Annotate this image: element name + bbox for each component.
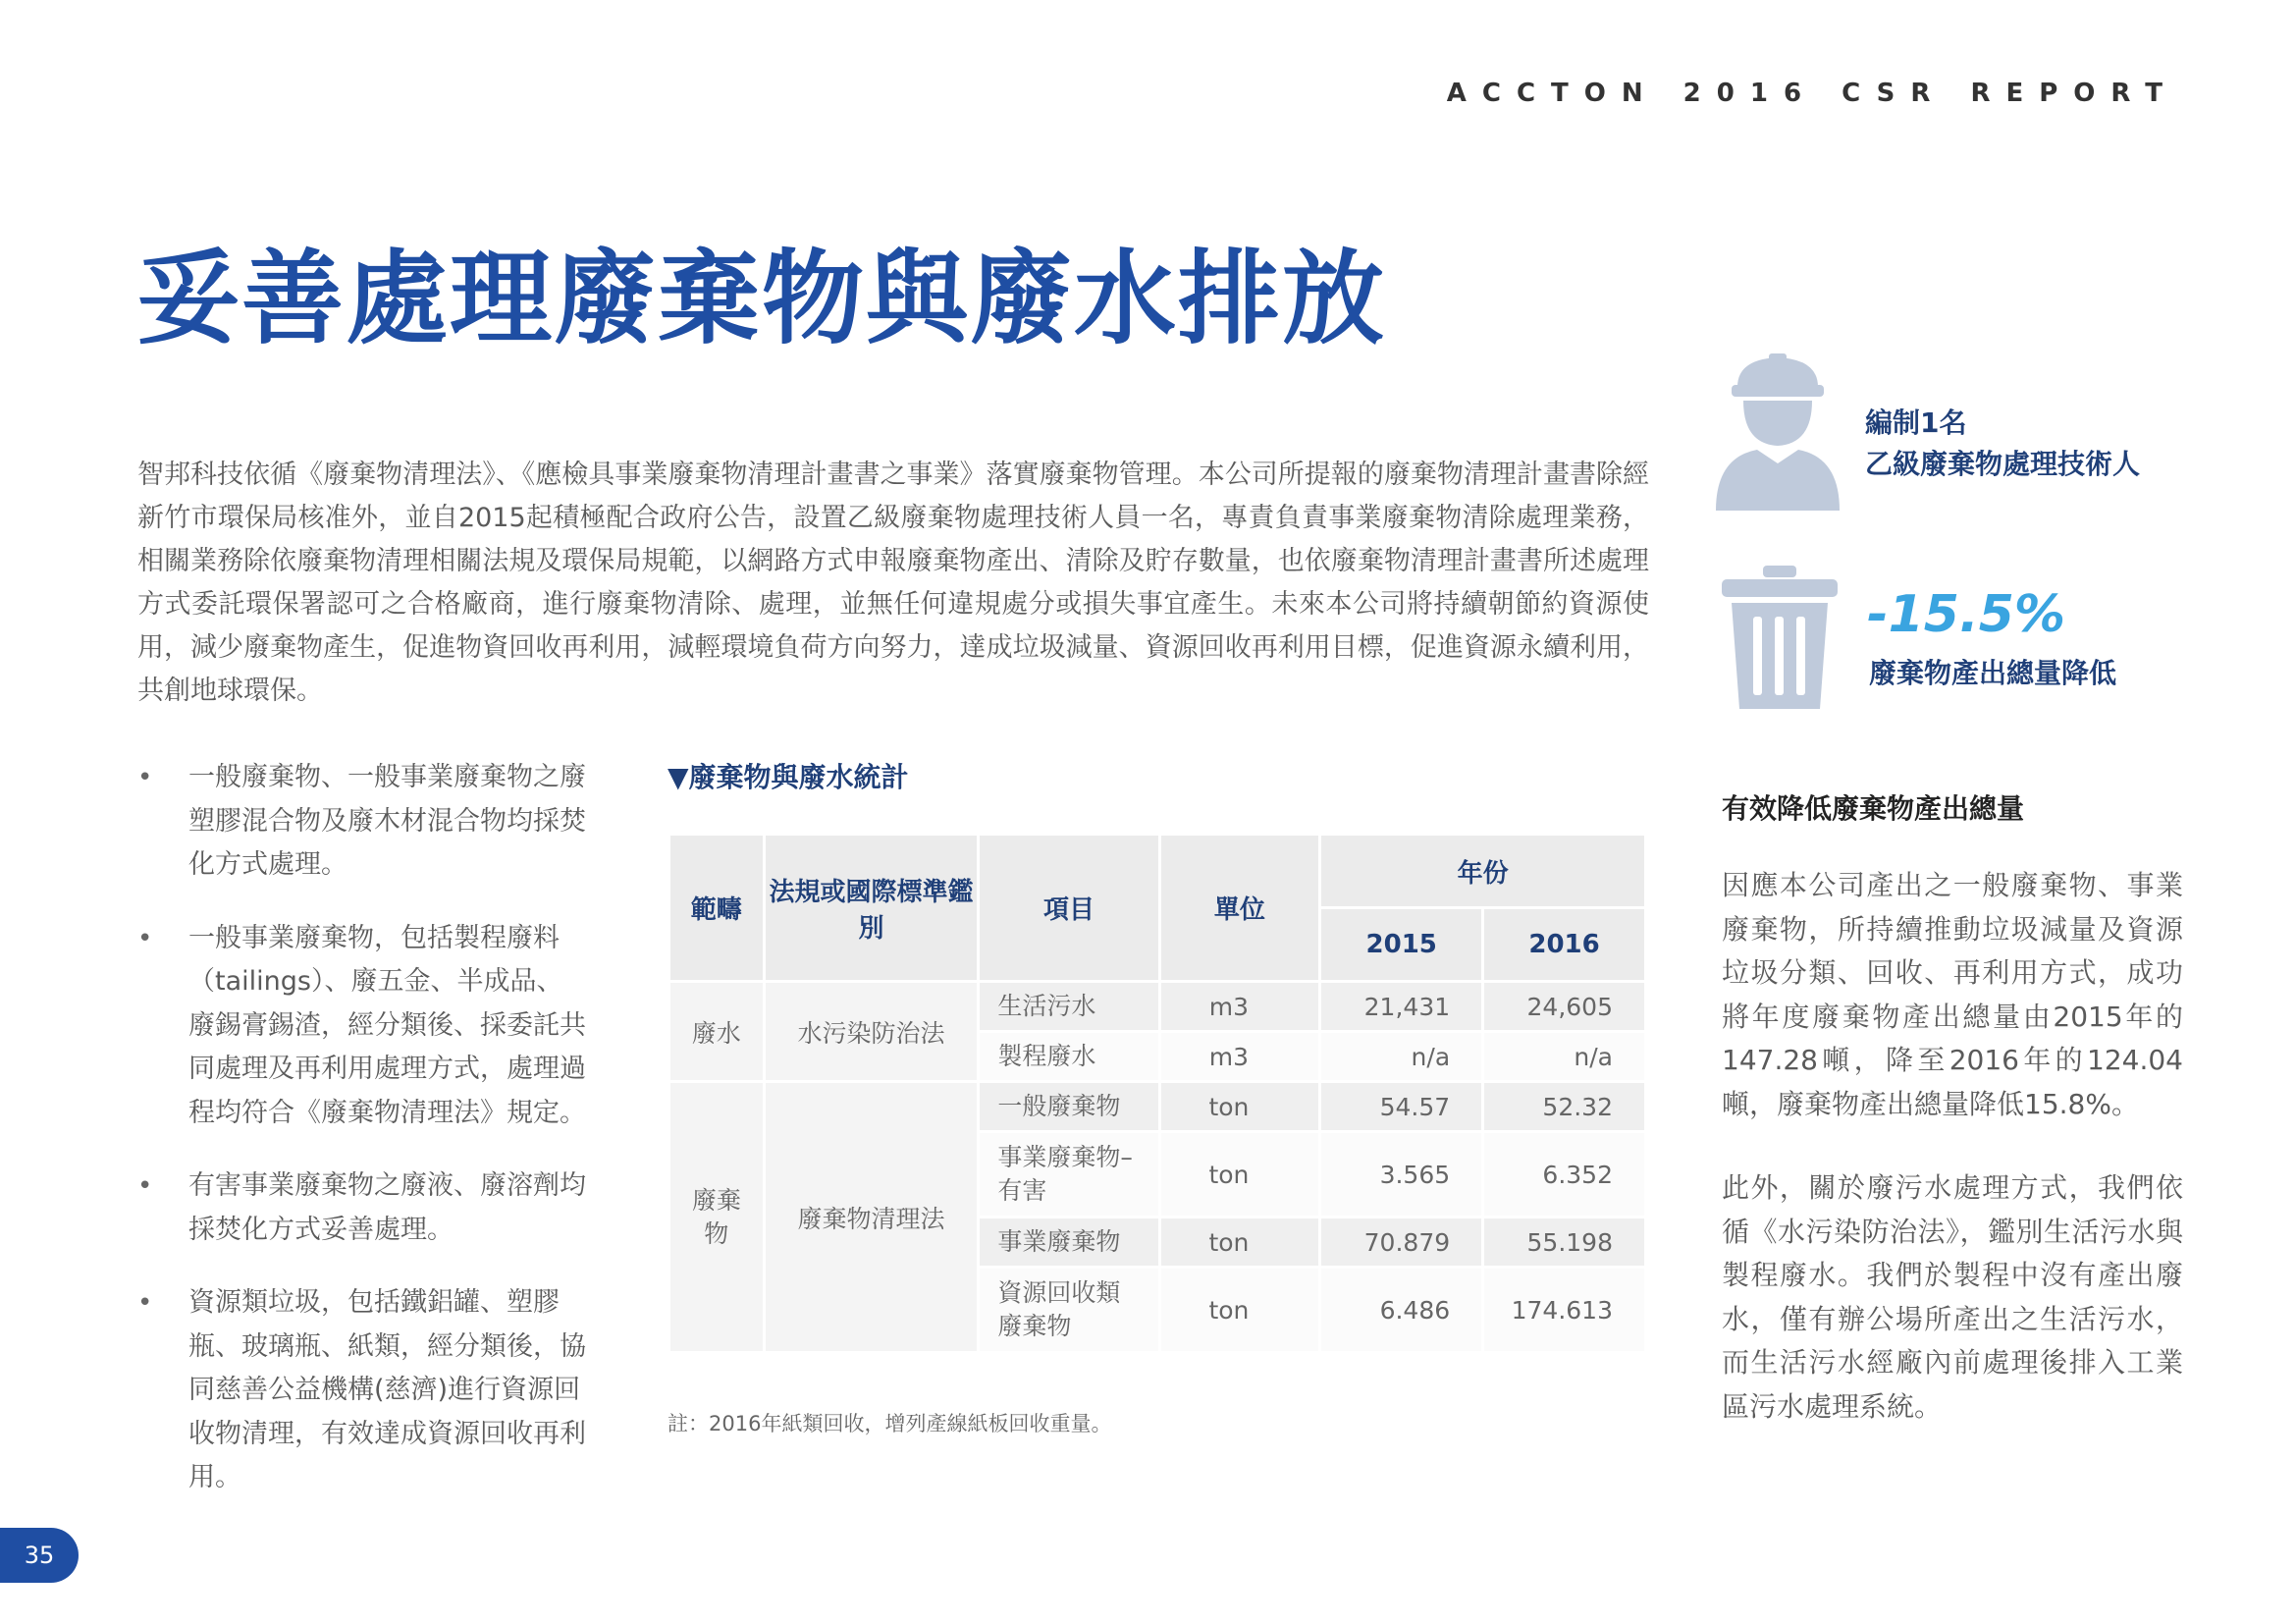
header-unit: 單位 bbox=[1161, 836, 1319, 980]
bullet-icon: • bbox=[137, 1171, 153, 1201]
bullet-list bbox=[137, 756, 589, 1530]
side-paragraph-2: 此外，關於廢污水處理方式，我們依循《水污染防治法》，鑑別生活污水與製程廢水。我們於製程中沒有產出廢水，僅有辦公場所產出之生活污水，而生活污水經廠內前處理後排入工業區污水處理系統。 bbox=[1722, 1171, 2183, 1423]
item-text: 資源回收類廢棄物 bbox=[997, 1278, 1121, 1340]
list-item bbox=[137, 756, 589, 888]
value-2016-cell: 55.198 bbox=[1484, 1218, 1644, 1266]
law-cell: 水污染防治法 bbox=[766, 983, 978, 1080]
header-2015: 2015 bbox=[1321, 909, 1481, 980]
unit-cell: ton bbox=[1161, 1133, 1319, 1216]
value-2016-cell: 6.352 bbox=[1484, 1133, 1644, 1216]
unit-cell: ton bbox=[1161, 1218, 1319, 1266]
item-text: 事業廢棄物–有害 bbox=[997, 1143, 1133, 1205]
value-2015-cell: 3.565 bbox=[1321, 1133, 1481, 1216]
item-cell: 一般廢棄物 bbox=[980, 1083, 1157, 1130]
technician-stat-line1: 編制1名 bbox=[1865, 406, 1967, 439]
side-heading: 有效降低廢棄物產出總量 bbox=[1722, 792, 2025, 825]
value-2016-cell: n/a bbox=[1484, 1033, 1644, 1080]
value-2015-cell: 70.879 bbox=[1321, 1218, 1481, 1266]
value-2015-cell: n/a bbox=[1321, 1033, 1481, 1080]
header-2016: 2016 bbox=[1484, 909, 1644, 980]
list-item bbox=[137, 1164, 589, 1252]
unit-cell: m3 bbox=[1161, 983, 1319, 1030]
bullet-icon: • bbox=[137, 923, 153, 953]
page-number: 35 bbox=[0, 1528, 79, 1583]
table-row bbox=[670, 1083, 1644, 1130]
bullet-icon: • bbox=[137, 1288, 153, 1318]
list-item-text: 有害事業廢棄物之廢液、廢溶劑均採焚化方式妥善處理。 bbox=[188, 1170, 586, 1245]
scope-cell bbox=[670, 1083, 763, 1351]
bullet-icon: • bbox=[137, 763, 153, 792]
scope-text: 廢棄物 bbox=[691, 1185, 741, 1248]
list-item-text: 一般事業廢棄物，包括製程廢料（tailings）、廢五金、半成品、廢錫膏錫渣，經分類後、採委託共同處理及再利用處理方式，處理過程均符合《廢棄物清理法》規定。 bbox=[188, 922, 586, 1128]
item-cell bbox=[980, 1269, 1157, 1351]
page-title: 妥善處理廢棄物與廢水排放 bbox=[137, 239, 1387, 358]
technician-stat bbox=[1865, 403, 2140, 485]
table-title: ▼廢棄物與廢水統計 bbox=[667, 761, 909, 793]
value-2015-cell: 6.486 bbox=[1321, 1269, 1481, 1351]
table-note: 註：2016年紙類回收，增列產線紙板回收重量。 bbox=[667, 1412, 1112, 1435]
unit-cell: ton bbox=[1161, 1083, 1319, 1130]
value-2016-cell: 52.32 bbox=[1484, 1083, 1644, 1130]
item-cell: 生活污水 bbox=[980, 983, 1157, 1030]
trash-icon bbox=[1720, 566, 1840, 709]
list-item-text: 一般廢棄物、一般事業廢棄物之廢塑膠混合物及廢木材混合物均採焚化方式處理。 bbox=[188, 762, 586, 880]
scope-cell: 廢水 bbox=[670, 983, 763, 1080]
item-cell: 事業廢棄物 bbox=[980, 1218, 1157, 1266]
list-item bbox=[137, 1281, 589, 1500]
unit-cell: ton bbox=[1161, 1269, 1319, 1351]
unit-cell: m3 bbox=[1161, 1033, 1319, 1080]
law-cell: 廢棄物清理法 bbox=[766, 1083, 978, 1351]
header-item: 項目 bbox=[980, 836, 1157, 980]
value-2015-cell: 21,431 bbox=[1321, 983, 1481, 1030]
waste-reduction-label: 廢棄物產出總量降低 bbox=[1869, 657, 2117, 689]
item-cell: 製程廢水 bbox=[980, 1033, 1157, 1080]
value-2016-cell: 24,605 bbox=[1484, 983, 1644, 1030]
technician-stat-line2: 乙級廢棄物處理技術人 bbox=[1865, 448, 2141, 480]
side-paragraph-1: 因應本公司產出之一般廢棄物、事業廢棄物，所持續推動垃圾減量及資源垃圾分類、回收、再利用方式，成功將年度廢棄物產出總量由2015年的147.28噸，降至2016年的124.04噸，廢棄物產出總量降低15.8%。 bbox=[1722, 869, 2183, 1120]
header-law: 法規或國際標準鑑別 bbox=[766, 836, 978, 980]
table-row bbox=[670, 983, 1644, 1030]
waste-reduction-value: -15.5% bbox=[1867, 585, 2065, 644]
header-year: 年份 bbox=[1321, 836, 1644, 906]
value-2016-cell: 174.613 bbox=[1484, 1269, 1644, 1351]
item-cell bbox=[980, 1133, 1157, 1216]
header-scope: 範疇 bbox=[670, 836, 763, 980]
report-header: ACCTON 2016 CSR REPORT bbox=[1446, 79, 2178, 108]
worker-icon bbox=[1714, 353, 1842, 511]
list-item bbox=[137, 917, 589, 1136]
value-2015-cell: 54.57 bbox=[1321, 1083, 1481, 1130]
list-item-text: 資源類垃圾，包括鐵鋁罐、塑膠瓶、玻璃瓶、紙類，經分類後，協同慈善公益機構(慈濟)進行資源回收物清理，有效達成資源回收再利用。 bbox=[188, 1287, 586, 1492]
intro-paragraph: 智邦科技依循《廢棄物清理法》、《應檢具事業廢棄物清理計畫書之事業》落實廢棄物管理。本公司所提報的廢棄物清理計畫書除經新竹市環保局核准外，並自2015起積極配合政府公告，設置乙級廢棄物處理技術人員一名，專責負責事業廢棄物清除處理業務，相關業務除依廢棄物清理相關法規及環保局規範，以網路方式申報廢棄物產出、清除及貯存數量，也依廢棄物清理計畫書所述處理方式委託環保署認可之合格廠商，進行廢棄物清除、處理，並無任何違規處分或損失事宜產生。未來本公司將持續朝節約資源使用，減少廢棄物產生，促進物資回收再利用，減輕環境負荷方向努力，達成垃圾減量、資源回收再利用目標，促進資源永續利用，共創地球環保。 bbox=[137, 460, 1649, 706]
waste-statistics-table bbox=[667, 833, 1647, 1354]
